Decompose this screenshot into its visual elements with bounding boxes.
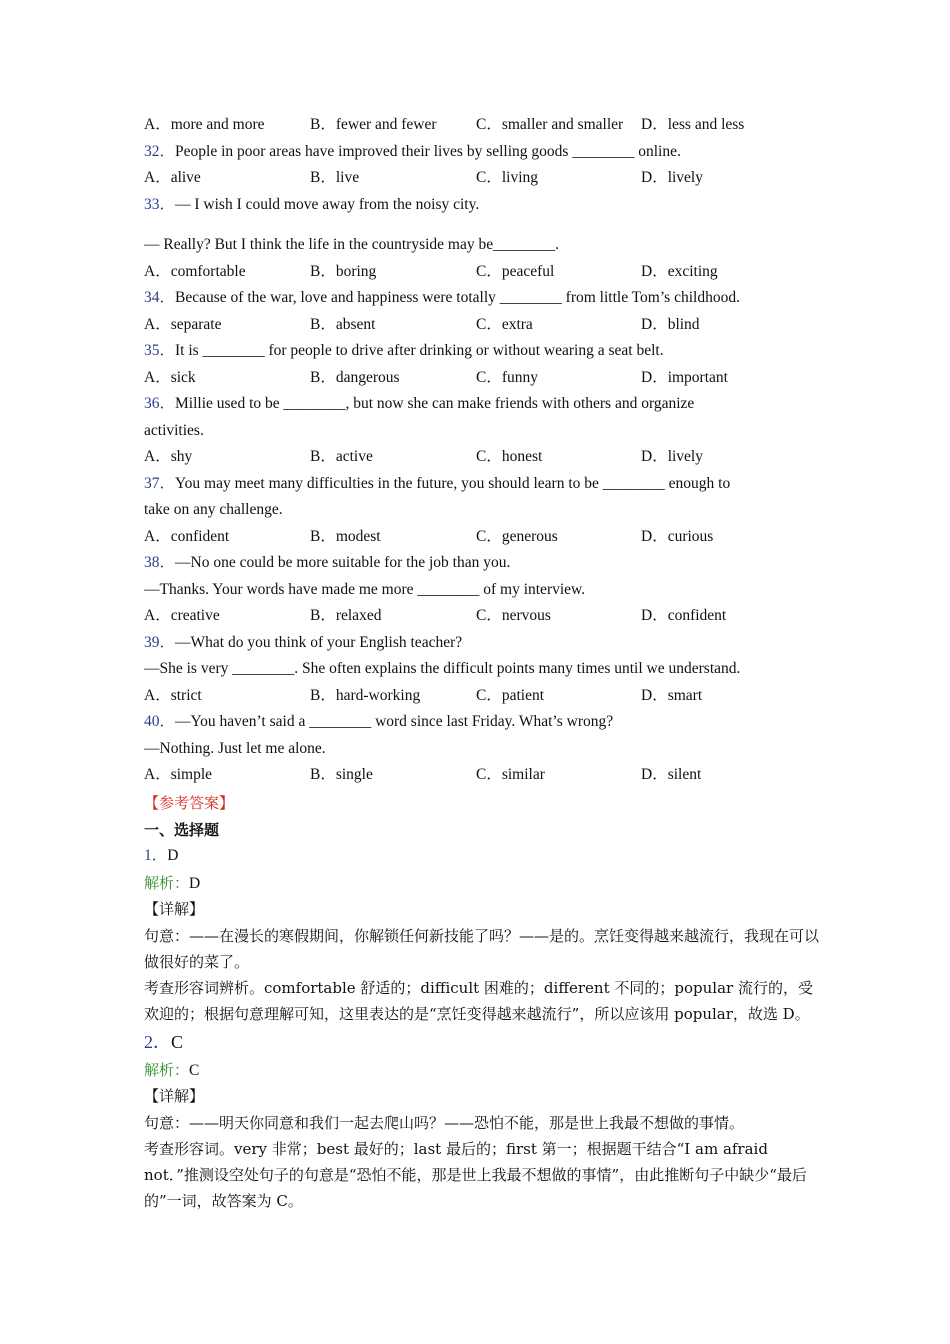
option-a: A．creative xyxy=(144,607,220,624)
option-d: D．silent xyxy=(641,766,702,783)
question-number: 39． xyxy=(144,633,176,651)
option-b: B．live xyxy=(310,169,360,186)
answer-2-paragraph-1: 句意：——明天你同意和我们一起去爬山吗？——恐怕不能，那是世上我最不想做的事情。 xyxy=(144,1113,745,1132)
answer-2-paragraph-2: 考查形容词。very 非常；best 最好的；last 最后的；first 第一；根据题干结合“I am afraid not．”推测设空处句子的句意是“恐怕不能，那是世上我最不想做的事情”，由此推断句子中缺少“最后的”一词，故答案为 C。 xyxy=(144,1139,807,1210)
option-b: B．active xyxy=(310,448,373,465)
option-b: B．absent xyxy=(310,315,376,333)
question-number: 35． xyxy=(144,342,176,359)
question-33 xyxy=(144,192,824,219)
question-38-reply: —Thanks. Your words have made me more ________ of my interview. xyxy=(144,580,586,598)
option-a: A．separate xyxy=(144,315,222,333)
question-40-options xyxy=(144,762,824,789)
question-text: — I wish I could move away from the noisy city. xyxy=(175,195,480,213)
option-c: C．generous xyxy=(476,527,558,545)
answer-2-analysis xyxy=(144,1057,824,1084)
question-36-options xyxy=(144,444,824,471)
question-40-reply: —Nothing. Just let me alone. xyxy=(144,739,326,757)
question-35-options xyxy=(144,365,824,392)
answer-1 xyxy=(144,843,824,870)
option-b: B．hard-working xyxy=(310,686,421,704)
question-text: It is ________ for people to drive after drinking or without wearing a seat belt. xyxy=(175,342,664,359)
question-34-options xyxy=(144,312,824,339)
option-a: A．alive xyxy=(144,169,201,186)
analysis-label: 解析： xyxy=(144,1060,190,1079)
analysis-label: 解析： xyxy=(144,873,190,892)
section-title: 一、选择题 xyxy=(144,820,220,839)
spacer xyxy=(144,218,824,232)
option-d: D．curious xyxy=(641,527,714,545)
option-c: C．similar xyxy=(476,766,545,783)
option-d: D．lively xyxy=(641,169,703,186)
answer-1-paragraph-2: 考查形容词辨析。comfortable 舒适的；difficult 困难的；different 不同的；popular 流行的，受欢迎的；根据句意理解可知，这里表达的是“烹饪变得越来越流行”，所以应该用 popular，故选 D。 xyxy=(144,978,813,1023)
question-text: Millie used to be ________, but now she can make friends with others and organize xyxy=(175,395,695,412)
question-37-options xyxy=(144,524,824,551)
question-number: 34． xyxy=(144,289,176,306)
option-d: D．less and less xyxy=(641,116,745,133)
question-31-options xyxy=(144,112,824,139)
question-37-continued: take on any challenge. xyxy=(144,501,283,518)
answer-1-detail-label: 【详解】 xyxy=(144,900,205,918)
option-d: D．confident xyxy=(641,607,727,624)
question-36 xyxy=(144,391,824,418)
option-b: B．relaxed xyxy=(310,607,382,624)
option-b: B．fewer and fewer xyxy=(310,116,437,133)
question-number: 38． xyxy=(144,554,176,571)
question-text: Because of the war, love and happiness were totally ________ from little Tom’s childhood. xyxy=(175,289,740,306)
question-number: 37． xyxy=(144,474,176,492)
answer-1-analysis xyxy=(144,870,824,897)
question-33-options xyxy=(144,259,824,286)
answer-1-paragraph-1: 句意：——在漫长的寒假期间，你解锁任何新技能了吗？——是的。烹饪变得越来越流行，我现在可以做很好的菜了。 xyxy=(144,926,820,971)
option-b: B．dangerous xyxy=(310,368,400,386)
question-text: People in poor areas have improved their lives by selling goods ________ online. xyxy=(175,142,681,160)
answer-2 xyxy=(144,1027,824,1057)
option-d: D．exciting xyxy=(641,262,718,280)
option-c: C．nervous xyxy=(476,607,551,624)
answer-value: C xyxy=(171,1031,184,1052)
question-text: —You haven’t said a ________ word since last Friday. What’s wrong? xyxy=(175,713,614,730)
question-36-continued: activities. xyxy=(144,421,204,439)
question-35 xyxy=(144,338,824,365)
option-a: A．more and more xyxy=(144,116,265,133)
option-a: A．confident xyxy=(144,527,230,545)
option-d: D．lively xyxy=(641,448,703,465)
question-34 xyxy=(144,285,824,312)
question-38 xyxy=(144,550,824,577)
answer-number: 2． xyxy=(144,1031,171,1052)
answers-header: 【参考答案】 xyxy=(144,793,235,812)
option-c: C．extra xyxy=(476,315,533,333)
question-39-options xyxy=(144,683,824,710)
question-32 xyxy=(144,139,824,166)
question-32-options xyxy=(144,165,824,192)
option-d: D．smart xyxy=(641,686,703,704)
option-c: C．funny xyxy=(476,368,539,386)
option-b: B．modest xyxy=(310,527,381,545)
answer-2-detail-label: 【详解】 xyxy=(144,1087,205,1105)
option-b: B．single xyxy=(310,766,373,783)
option-c: C．peaceful xyxy=(476,262,555,280)
question-39-reply: —She is very ________. She often explains the difficult points many times until we understand. xyxy=(144,660,741,677)
option-c: C．smaller and smaller xyxy=(476,116,624,133)
option-a: A．simple xyxy=(144,766,213,783)
question-text: You may meet many difficulties in the future, you should learn to be ________ enough to xyxy=(175,474,731,492)
question-37 xyxy=(144,471,824,498)
option-c: C．honest xyxy=(476,448,543,465)
question-text: —What do you think of your English teacher? xyxy=(175,633,463,651)
option-d: D．blind xyxy=(641,315,700,333)
question-39 xyxy=(144,630,824,657)
option-d: D．important xyxy=(641,368,728,386)
option-c: C．living xyxy=(476,169,539,186)
question-number: 33． xyxy=(144,195,176,213)
question-38-options xyxy=(144,603,824,630)
option-b: B．boring xyxy=(310,262,377,280)
question-33-reply: — Really? But I think the life in the countryside may be________. xyxy=(144,236,559,253)
question-number: 40． xyxy=(144,713,176,730)
analysis-value: D xyxy=(189,874,201,892)
option-a: A．strict xyxy=(144,686,202,704)
option-a: A．shy xyxy=(144,448,193,465)
question-40 xyxy=(144,709,824,736)
option-c: C．patient xyxy=(476,686,545,704)
option-a: A．sick xyxy=(144,368,196,386)
document-page xyxy=(144,112,824,1214)
answer-value: D xyxy=(167,847,179,864)
question-number: 36． xyxy=(144,395,176,412)
answer-number: 1． xyxy=(144,847,168,864)
analysis-value: C xyxy=(189,1061,200,1079)
option-a: A．comfortable xyxy=(144,262,246,280)
question-number: 32． xyxy=(144,142,176,160)
question-text: —No one could be more suitable for the job than you. xyxy=(175,554,511,571)
